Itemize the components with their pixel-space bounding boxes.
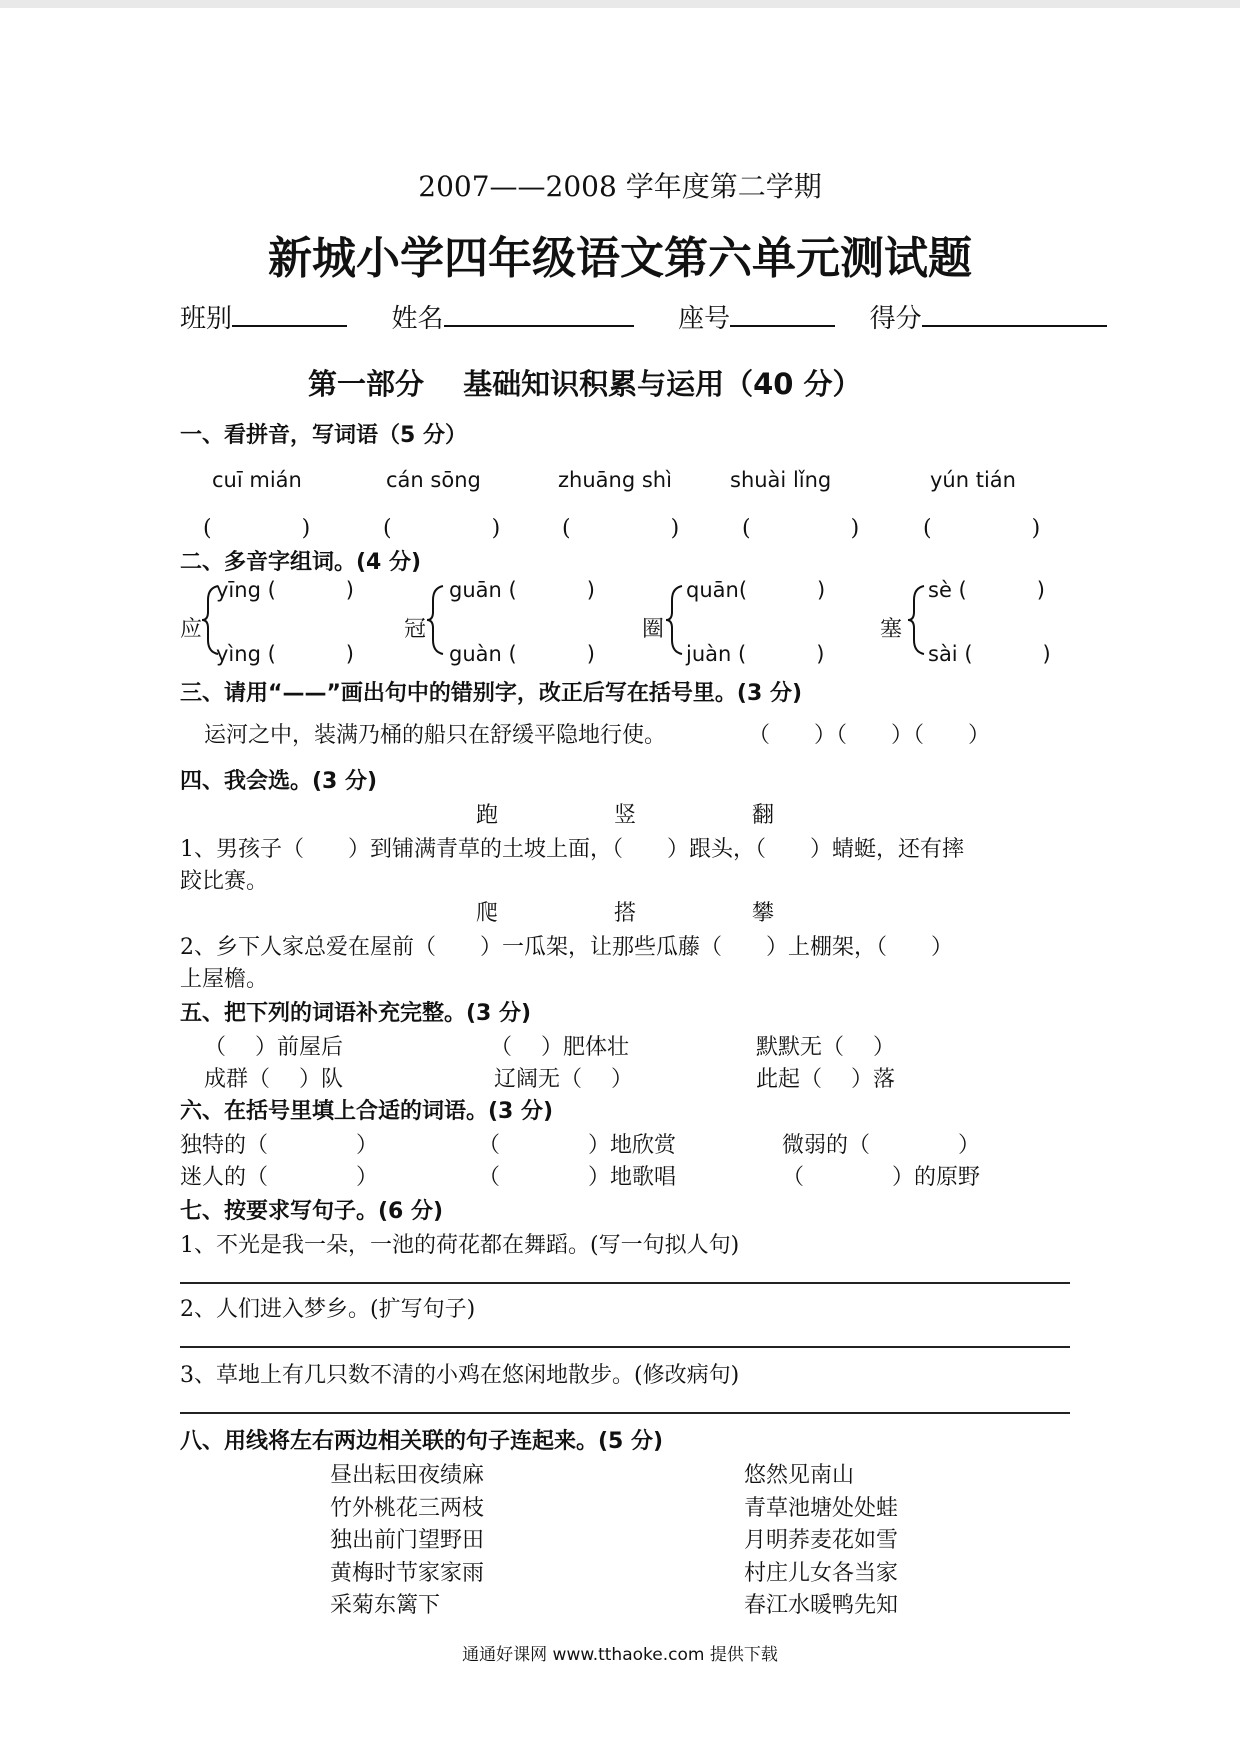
class-label: 班别 xyxy=(180,304,233,334)
q7-answer-line-3[interactable] xyxy=(180,1412,1070,1414)
q8-right-5[interactable]: 春江水暖鸭先知 xyxy=(744,1593,899,1618)
footer-credit: 通通好课网 www.tthaoke.com 提供下载 xyxy=(462,1645,778,1665)
q2-brace-4 xyxy=(906,584,928,656)
q7-answer-line-2[interactable] xyxy=(180,1346,1070,1348)
q2-heading: 二、多音字组词。(4 分) xyxy=(180,550,422,575)
q1-blank-5[interactable]: ( ) xyxy=(923,516,1041,541)
q4-choice-1c: 翻 xyxy=(752,803,775,828)
q8-left-3[interactable]: 独出前门望野田 xyxy=(330,1528,485,1553)
score-label: 得分 xyxy=(869,304,922,334)
q3-sentence[interactable]: 运河之中，装满乃桶的船只在舒缓平隐地行使。 xyxy=(204,723,667,748)
q1-pinyin-4: shuài lǐng xyxy=(730,468,832,492)
q7-answer-line-1[interactable] xyxy=(180,1282,1070,1284)
q6-item-1[interactable]: 独特的（ ） xyxy=(180,1133,379,1158)
q2-bottom-2[interactable]: guàn ( ) xyxy=(449,642,595,666)
q2-bottom-1[interactable]: yìng ( ) xyxy=(216,642,354,666)
part1-heading: 第一部分 基础知识积累与运用（40 分） xyxy=(308,367,862,401)
q4-sentence-2a[interactable]: 2、乡下人家总爱在屋前（ ）一瓜架，让那些瓜藤（ ）上棚架，（ ） xyxy=(180,935,953,960)
q2-bottom-3[interactable]: juàn ( ) xyxy=(686,642,825,666)
q4-choice-2a: 爬 xyxy=(476,901,499,926)
q8-left-1[interactable]: 昼出耘田夜绩麻 xyxy=(330,1463,485,1488)
q8-right-1[interactable]: 悠然见南山 xyxy=(744,1463,855,1488)
q4-choice-2b: 搭 xyxy=(614,901,637,926)
q1-pinyin-3: zhuāng shì xyxy=(558,468,672,492)
q1-blank-4[interactable]: ( ) xyxy=(742,516,860,541)
q4-sentence-2b: 上屋檐。 xyxy=(180,967,269,992)
q5-item-2[interactable]: （ ）肥体壮 xyxy=(490,1035,629,1060)
q6-item-5[interactable]: （ ）地歌唱 xyxy=(478,1165,677,1190)
q3-heading: 三、请用“——”画出句中的错别字，改正后写在括号里。(3 分) xyxy=(180,681,802,706)
q1-heading: 一、看拼音，写词语（5 分） xyxy=(180,423,467,448)
q1-pinyin-5: yún tián xyxy=(930,468,1016,492)
q2-char-3: 圈 xyxy=(642,617,665,642)
q7-item-1: 1、不光是我一朵，一池的荷花都在舞蹈。(写一句拟人句) xyxy=(180,1233,740,1258)
page-title: 新城小学四年级语文第六单元测试题 xyxy=(268,233,972,284)
q2-char-2: 冠 xyxy=(404,617,427,642)
q8-heading: 八、用线将左右两边相关联的句子连起来。(5 分) xyxy=(180,1429,664,1454)
student-info-row xyxy=(180,298,1107,335)
q2-top-2[interactable]: guān ( ) xyxy=(449,578,595,602)
q4-choice-1b: 竖 xyxy=(614,803,637,828)
q2-top-3[interactable]: quān( ) xyxy=(686,578,826,602)
scan-top-edge xyxy=(0,0,1240,8)
q2-char-1: 应 xyxy=(180,617,203,642)
q5-item-3[interactable]: 默默无（ ） xyxy=(756,1035,895,1060)
q8-left-4[interactable]: 黄梅时节家家雨 xyxy=(330,1561,485,1586)
q4-choice-1a: 跑 xyxy=(476,803,499,828)
q2-char-4: 塞 xyxy=(880,617,903,642)
q4-sentence-1b: 跤比赛。 xyxy=(180,869,269,894)
q2-brace-3 xyxy=(664,584,686,656)
q1-blank-1[interactable]: ( ) xyxy=(203,516,311,541)
q8-left-2[interactable]: 竹外桃花三两枝 xyxy=(330,1496,485,1521)
term-line: 2007——2008 学年度第二学期 xyxy=(418,170,822,203)
score-field[interactable] xyxy=(922,299,1107,327)
q6-item-2[interactable]: （ ）地欣赏 xyxy=(478,1133,677,1158)
q6-item-6[interactable]: （ ）的原野 xyxy=(782,1165,981,1190)
q8-left-5[interactable]: 采菊东篱下 xyxy=(330,1593,441,1618)
q8-right-2[interactable]: 青草池塘处处蛙 xyxy=(744,1496,899,1521)
q7-item-2: 2、人们进入梦乡。(扩写句子) xyxy=(180,1297,476,1322)
seat-label: 座号 xyxy=(678,304,731,334)
q8-right-3[interactable]: 月明荞麦花如雪 xyxy=(744,1528,899,1553)
q1-blank-3[interactable]: ( ) xyxy=(562,516,680,541)
q7-item-3: 3、草地上有几只数不清的小鸡在悠闲地散步。(修改病句) xyxy=(180,1363,740,1388)
q5-item-6[interactable]: 此起（ ）落 xyxy=(756,1067,895,1092)
q5-item-5[interactable]: 辽阔无（ ） xyxy=(494,1067,633,1092)
q6-item-3[interactable]: 微弱的（ ） xyxy=(782,1133,981,1158)
q5-item-4[interactable]: 成群（ ）队 xyxy=(204,1067,343,1092)
q3-blanks[interactable]: （ ）（ ）（ ） xyxy=(748,723,991,748)
q1-blank-2[interactable]: ( ) xyxy=(383,516,501,541)
name-field[interactable] xyxy=(444,299,634,327)
q1-pinyin-2: cán sōng xyxy=(386,468,481,492)
q2-top-4[interactable]: sè ( ) xyxy=(928,578,1045,602)
class-field[interactable] xyxy=(232,299,347,327)
q2-bottom-4[interactable]: sài ( ) xyxy=(928,642,1051,666)
seat-field[interactable] xyxy=(730,299,835,327)
q2-top-1[interactable]: yīng ( ) xyxy=(216,578,354,602)
q4-heading: 四、我会选。(3 分) xyxy=(180,769,378,794)
q4-choice-2c: 攀 xyxy=(752,901,775,926)
q2-brace-2 xyxy=(425,584,447,656)
q6-heading: 六、在括号里填上合适的词语。(3 分) xyxy=(180,1099,554,1124)
q7-heading: 七、按要求写句子。(6 分) xyxy=(180,1199,444,1224)
q1-pinyin-1: cuī mián xyxy=(212,468,302,492)
name-label: 姓名 xyxy=(391,304,444,334)
q8-right-4[interactable]: 村庄儿女各当家 xyxy=(744,1561,899,1586)
q5-heading: 五、把下列的词语补充完整。(3 分) xyxy=(180,1001,532,1026)
q5-item-1[interactable]: （ ）前屋后 xyxy=(204,1035,343,1060)
q6-item-4[interactable]: 迷人的（ ） xyxy=(180,1165,379,1190)
q4-sentence-1a[interactable]: 1、男孩子（ ）到铺满青草的土坡上面，（ ）跟头，（ ）蜻蜓，还有摔 xyxy=(180,837,964,862)
